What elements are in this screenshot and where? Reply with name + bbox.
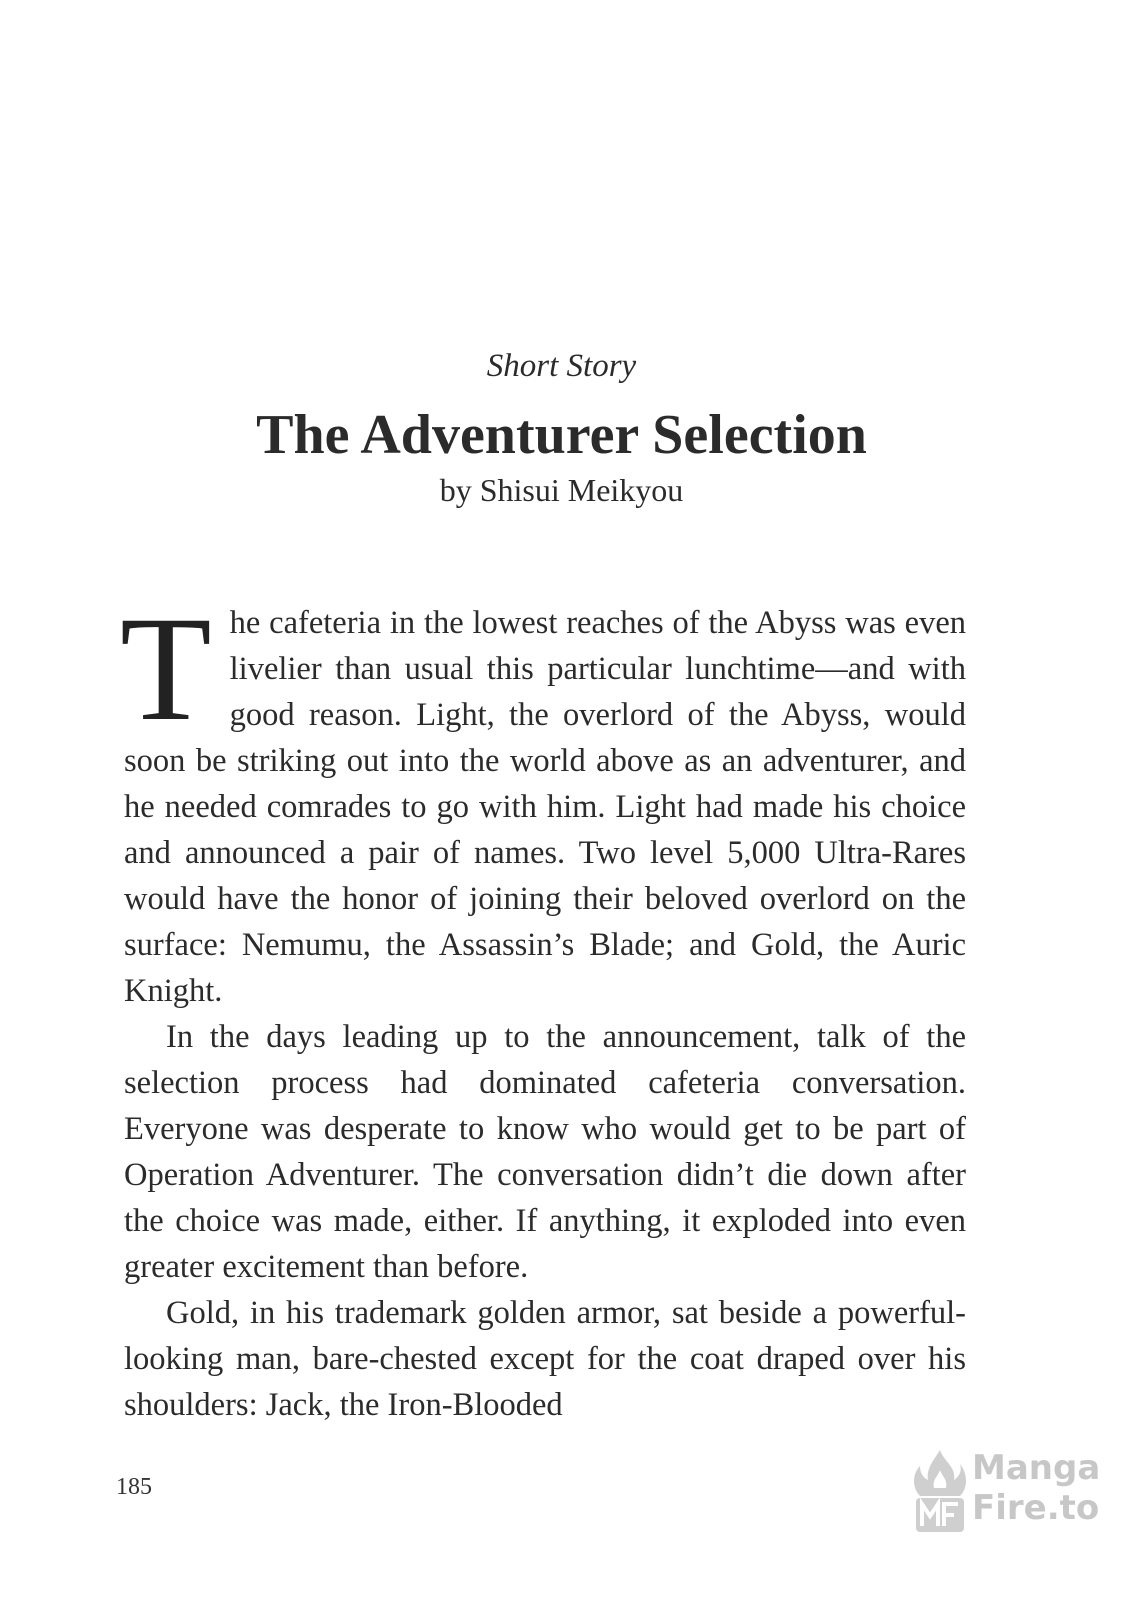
page-number: 185	[116, 1474, 152, 1500]
watermark	[910, 1444, 1100, 1540]
story-body	[120, 586, 966, 1428]
story-byline: by Shisui Meikyou	[439, 472, 684, 508]
watermark-line-1: Manga	[972, 1448, 1101, 1488]
watermark-line-2: Fire.to	[972, 1488, 1100, 1528]
drop-cap: T	[120, 586, 212, 752]
flame-book-icon	[910, 1444, 970, 1536]
story-title: The Adventurer Selection	[256, 404, 867, 466]
paragraph-1	[120, 586, 966, 1014]
watermark-text	[972, 1448, 1100, 1528]
paragraph-2: In the days leading up to the announcement, talk of the selection process had dominated cafeteria conversation. Everyone was desperate to know who would get to be part of Operation Adventurer. The conversation didn’t die down after the choice was made, either. If anything, it exploded into even greater excitement than before.	[124, 1019, 966, 1285]
paragraph-3: Gold, in his trademark golden armor, sat beside a powerful-looking man, bare-chested except for the coat draped over his shoulders: Jack, the Iron-Blooded	[124, 1295, 966, 1423]
story-kicker: Short Story	[486, 348, 637, 384]
paragraph-1-text: he cafeteria in the lowest reaches of the Abyss was even livelier than usual this particular lunchtime—and with good reason. Light, the overlord of the Abyss, would soon be striking out into the world above as an adventurer, and he needed comrades to go with him. Light had made his choice and announced a pair of names. Two level 5,000 Ultra-Rares would have the honor of joining their beloved overlord on the surface: Nemumu, the Assassin’s Blade; and Gold, the Auric Knight.	[124, 605, 966, 1009]
